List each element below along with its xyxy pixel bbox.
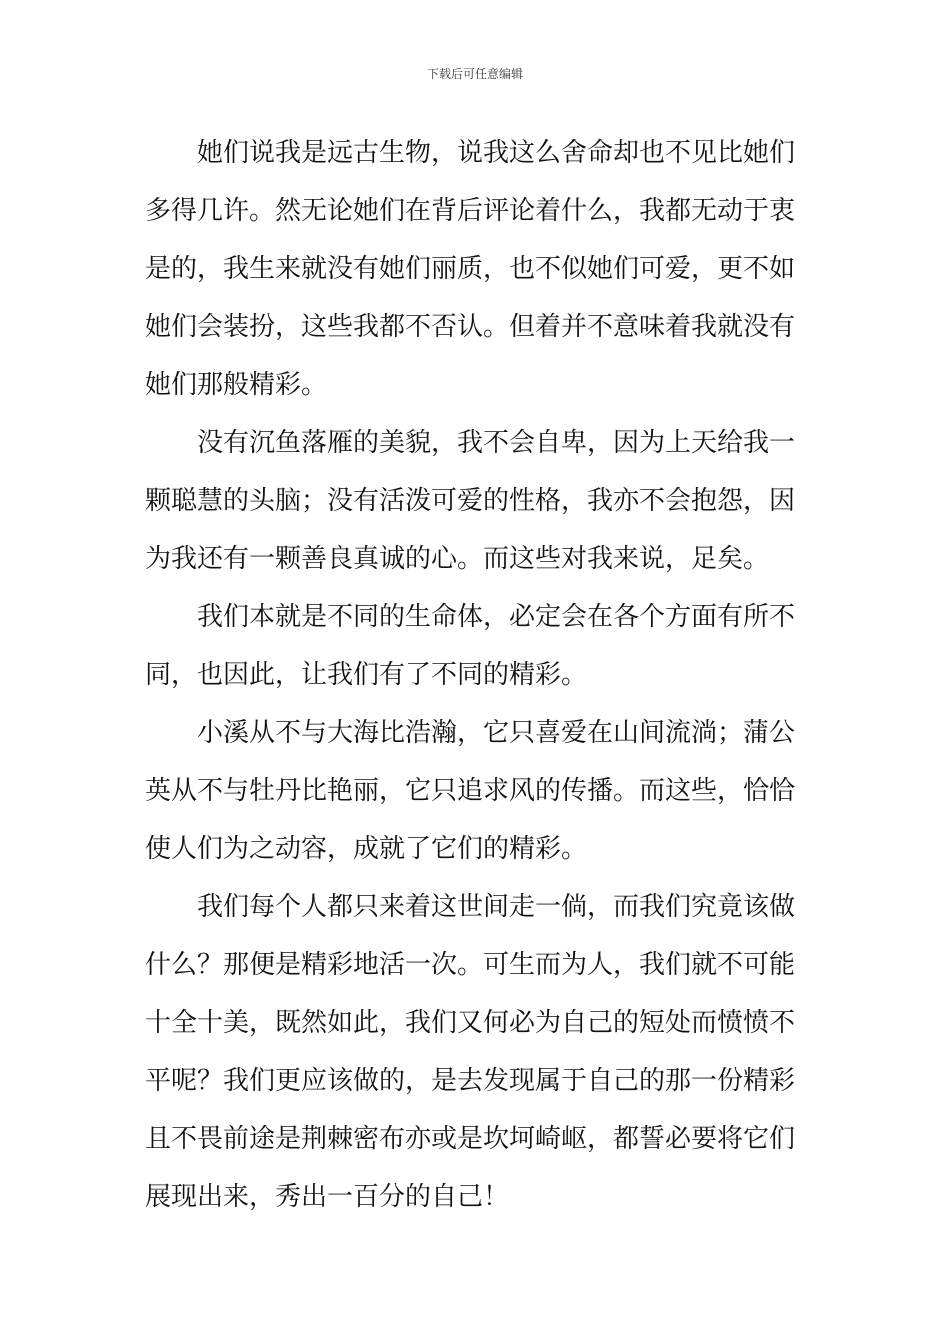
paragraph-1 — [145, 124, 810, 414]
paragraph-line: 十全十美，既然如此，我们又何必为自己的短处而愤愤不 — [145, 1008, 796, 1038]
paragraph-line: 她们会装扮，这些我都不否认。但着并不意味着我就没有 — [145, 312, 796, 342]
paragraph-line: 我们本就是不同的生命体，必定会在各个方面有所不 — [197, 602, 796, 632]
paragraph-line: 什么？那便是精彩地活一次。可生而为人，我们就不可能 — [145, 950, 796, 980]
page-header: 下载后可任意编辑 — [426, 67, 523, 81]
paragraph-line: 平呢？我们更应该做的，是去发现属于自己的那一份精彩 — [145, 1066, 796, 1096]
paragraph-4 — [145, 704, 810, 878]
paragraph-line: 多得几许。然无论她们在背后评论着什么，我都无动于衷 — [145, 196, 796, 226]
paragraph-line: 她们那般精彩。 — [145, 370, 328, 400]
paragraph-line: 同，也因此，让我们有了不同的精彩。 — [145, 660, 588, 690]
paragraph-2 — [145, 414, 810, 588]
paragraph-line: 我们每个人都只来着这世间走一倘，而我们究竟该做 — [197, 892, 796, 922]
paragraph-line: 展现出来，秀出一百分的自己！ — [145, 1182, 510, 1212]
paragraph-line: 是的，我生来就没有她们丽质，也不似她们可爱，更不如 — [145, 254, 796, 284]
paragraph-line: 颗聪慧的头脑；没有活泼可爱的性格，我亦不会抱怨，因 — [145, 486, 796, 516]
paragraph-line: 她们说我是远古生物，说我这么舍命却也不见比她们 — [197, 138, 796, 168]
paragraph-3 — [145, 588, 810, 704]
paragraph-line: 没有沉鱼落雁的美貌，我不会自卑，因为上天给我一 — [197, 428, 796, 458]
document-body — [145, 124, 810, 1226]
paragraph-line: 为我还有一颗善良真诚的心。而这些对我来说，足矣。 — [145, 544, 770, 574]
paragraph-line: 且不畏前途是荆棘密布亦或是坎坷崎岖，都誓必要将它们 — [145, 1124, 796, 1154]
paragraph-line: 使人们为之动容，成就了它们的精彩。 — [145, 834, 588, 864]
paragraph-line: 英从不与牡丹比艳丽，它只追求风的传播。而这些，恰恰 — [145, 776, 796, 806]
paragraph-line: 小溪从不与大海比浩瀚，它只喜爱在山间流淌；蒲公 — [197, 718, 796, 748]
paragraph-5 — [145, 878, 810, 1226]
